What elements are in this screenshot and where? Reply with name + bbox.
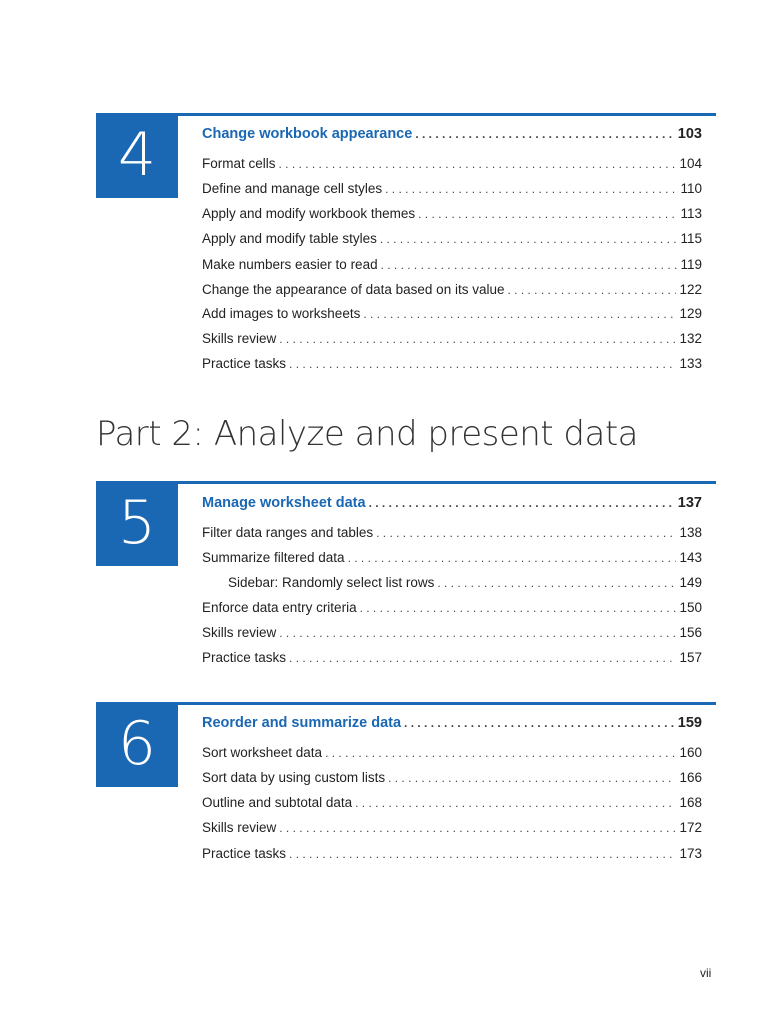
toc-entry-title: Make numbers easier to read (202, 257, 378, 272)
page-number: vii (700, 966, 712, 980)
toc-entry-page: 160 (679, 745, 702, 760)
dot-leader (381, 255, 678, 275)
toc-entry-page: 150 (679, 600, 702, 615)
chapter-number-box: 6 (96, 702, 178, 787)
toc-entry[interactable] (202, 354, 702, 374)
toc-entry-title: Skills review (202, 331, 277, 346)
toc-entry-title: Practice tasks (202, 356, 287, 371)
toc-entry-title: Summarize filtered data (202, 550, 345, 565)
toc-entry-title: Sort worksheet data (202, 745, 323, 760)
dot-leader (289, 844, 676, 864)
dot-leader (415, 124, 674, 144)
toc-entry[interactable] (202, 229, 702, 249)
toc-entry-title: Practice tasks (202, 846, 287, 861)
toc-entry-page: 133 (679, 356, 702, 371)
toc-entry[interactable] (202, 548, 702, 568)
toc-entry-title: Add images to worksheets (202, 306, 361, 321)
dot-leader (348, 548, 677, 568)
chapter-rule (96, 481, 716, 484)
toc-entry[interactable] (202, 844, 702, 864)
toc-entry-page: 138 (679, 525, 702, 540)
chapter-rule (96, 702, 716, 705)
dot-leader (388, 768, 676, 788)
toc-entry-title: Sidebar: Randomly select list rows (228, 575, 435, 590)
toc-entry[interactable] (202, 743, 702, 763)
toc-entry-title: Format cells (202, 156, 276, 171)
toc-sidebar-entry[interactable] (228, 573, 702, 593)
dot-leader (437, 573, 676, 593)
dot-leader (279, 818, 676, 838)
toc-entry-page: 173 (679, 846, 702, 861)
chapter-heading-entry[interactable] (202, 493, 702, 513)
dot-leader (385, 179, 677, 199)
toc-entry[interactable] (202, 154, 702, 174)
toc-entry-page: 119 (680, 257, 702, 272)
toc-entry-page: 113 (680, 206, 702, 221)
toc-entry-page: 156 (679, 625, 702, 640)
dot-leader (363, 304, 676, 324)
toc-entry-title: Apply and modify table styles (202, 231, 377, 246)
toc-entry[interactable] (202, 204, 702, 224)
toc-entry[interactable] (202, 329, 702, 349)
chapter-heading-title: Change workbook appearance (202, 126, 413, 142)
toc-entry[interactable] (202, 793, 702, 813)
toc-entry-page: 129 (679, 306, 702, 321)
toc-entry[interactable] (202, 623, 702, 643)
toc-entry-title: Apply and modify workbook themes (202, 206, 416, 221)
chapter-heading-title: Manage worksheet data (202, 495, 366, 511)
toc-entry[interactable] (202, 179, 702, 199)
toc-entry[interactable] (202, 280, 702, 300)
dot-leader (289, 354, 676, 374)
toc-entry-page: 166 (679, 770, 702, 785)
toc-entry-title: Define and manage cell styles (202, 181, 383, 196)
dot-leader (360, 598, 677, 618)
dot-leader (418, 204, 677, 224)
chapter-heading-title: Reorder and summarize data (202, 715, 402, 731)
dot-leader (404, 713, 675, 733)
dot-leader (325, 743, 676, 763)
dot-leader (289, 648, 676, 668)
toc-entry-page: 110 (680, 181, 702, 196)
toc-entry-page: 104 (679, 156, 702, 171)
chapter-number-box: 5 (96, 481, 178, 566)
toc-entry[interactable] (202, 598, 702, 618)
toc-entry-page: 143 (679, 550, 702, 565)
toc-entry-title: Filter data ranges and tables (202, 525, 374, 540)
toc-entry-title: Practice tasks (202, 650, 287, 665)
toc-entry-title: Enforce data entry criteria (202, 600, 357, 615)
toc-entry[interactable] (202, 648, 702, 668)
chapter-heading-page: 103 (677, 126, 702, 142)
dot-leader (279, 329, 676, 349)
dot-leader (376, 523, 676, 543)
dot-leader (369, 493, 675, 513)
chapter-number-box: 4 (96, 113, 178, 198)
toc-entry-page: 122 (679, 282, 702, 297)
toc-entry-title: Outline and subtotal data (202, 795, 353, 810)
dot-leader (507, 280, 676, 300)
part-title: Part 2: Analyze and present data (96, 414, 639, 454)
toc-entry[interactable] (202, 768, 702, 788)
dot-leader (279, 623, 676, 643)
toc-entry-page: 132 (679, 331, 702, 346)
toc-entry[interactable] (202, 523, 702, 543)
chapter-heading-entry[interactable] (202, 124, 702, 144)
toc-entry[interactable] (202, 818, 702, 838)
dot-leader (380, 229, 678, 249)
toc-entry-page: 115 (680, 231, 702, 246)
chapter-rule (96, 113, 716, 116)
toc-entry-page: 149 (679, 575, 702, 590)
toc-entry-page: 168 (679, 795, 702, 810)
toc-entry-page: 172 (679, 820, 702, 835)
dot-leader (355, 793, 676, 813)
toc-entry-page: 157 (679, 650, 702, 665)
toc-entry[interactable] (202, 255, 702, 275)
toc-entry-title: Change the appearance of data based on its value (202, 282, 505, 297)
toc-entry-title: Sort data by using custom lists (202, 770, 386, 785)
chapter-heading-page: 159 (677, 715, 702, 731)
toc-entry[interactable] (202, 304, 702, 324)
toc-entry-title: Skills review (202, 820, 277, 835)
chapter-heading-page: 137 (677, 495, 702, 511)
dot-leader (279, 154, 677, 174)
toc-entry-title: Skills review (202, 625, 277, 640)
chapter-heading-entry[interactable] (202, 713, 702, 733)
